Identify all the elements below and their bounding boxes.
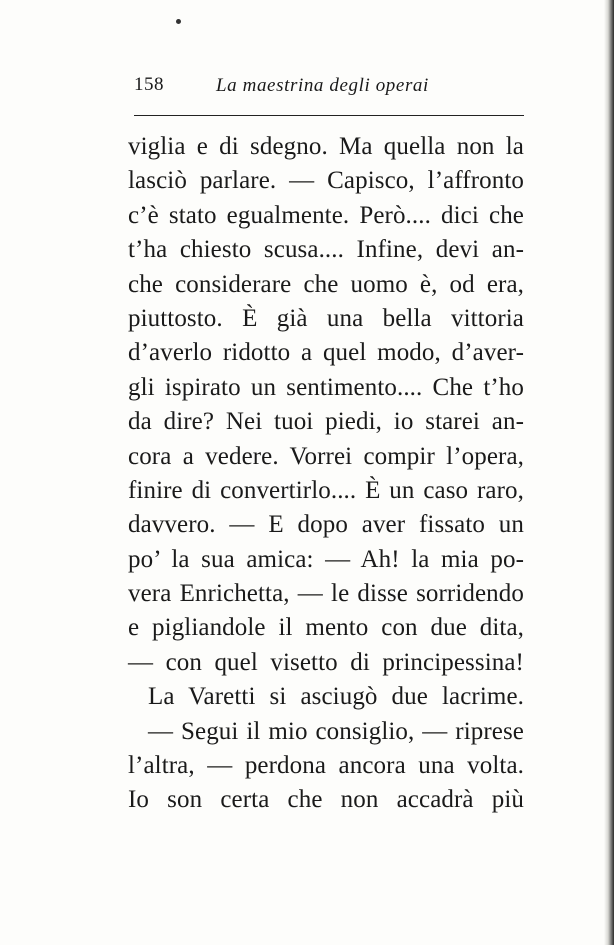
ink-speck	[176, 19, 181, 24]
text-line: e pigliandole il mento con due dita,	[128, 614, 524, 642]
running-head	[134, 74, 524, 100]
text-line: da dire? Nei tuoi piedi, io starei an-	[128, 408, 524, 436]
text-line: La Varetti si asciugò due lacrime.	[148, 683, 524, 711]
body-text	[128, 130, 524, 818]
text-line: l’altra, — perdona ancora una volta.	[128, 752, 524, 780]
text-line: — con quel visetto di principessina!	[128, 648, 524, 676]
text-line: finire di convertirlo.... È un caso raro,	[128, 476, 524, 504]
text-line: lasciò parlare. — Capisco, l’affronto	[128, 167, 524, 195]
text-line: Io son certa che non accadrà più	[128, 786, 524, 814]
text-line: piuttosto. È già una bella vittoria	[128, 304, 524, 332]
text-line: vera Enrichetta, — le disse sorridendo	[128, 580, 524, 608]
text-line: davvero. — E dopo aver fissato un	[128, 511, 524, 539]
text-line: viglia e di sdegno. Ma quella non la	[128, 133, 524, 160]
running-title: La maestrina degli operai	[216, 75, 429, 96]
page-number: 158	[134, 74, 164, 95]
text-line: d’averlo ridotto a quel modo, d’aver-	[128, 339, 524, 367]
text-line: cora a vedere. Vorrei compir l’opera,	[128, 442, 524, 470]
text-line: che considerare che uomo è, od era,	[128, 270, 524, 298]
text-line: — Segui il mio consiglio, — riprese	[148, 717, 524, 745]
page-edge-shadow	[604, 0, 614, 945]
text-line: c’è stato egualmente. Però.... dici che	[128, 201, 524, 229]
text-line: gli ispirato un sentimento.... Che t’ho	[128, 373, 524, 401]
text-line: t’ha chiesto scusa.... Infine, devi an-	[128, 236, 524, 264]
text-line: po’ la sua amica: — Ah! la mia po-	[128, 545, 524, 573]
header-rule	[134, 115, 524, 116]
